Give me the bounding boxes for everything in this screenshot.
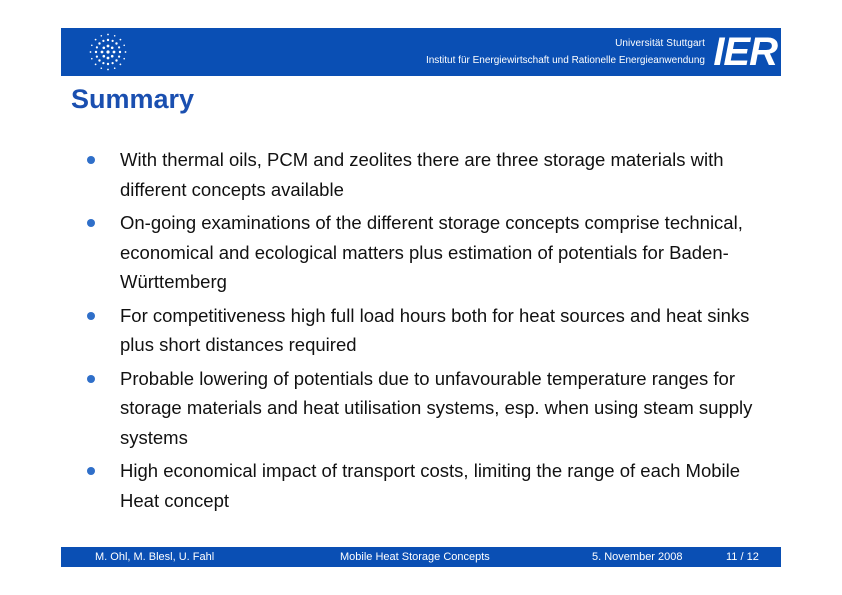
list-item [85, 301, 775, 360]
list-item-text: High economical impact of transport costs, limiting the range of each Mobile Heat concept [120, 460, 741, 511]
footer-title: Mobile Heat Storage Concepts [340, 551, 490, 563]
header-bar [61, 28, 781, 76]
list-item [85, 456, 775, 515]
list-item [85, 208, 775, 297]
ier-logo: IER [713, 30, 777, 74]
institute-name: Institut für Energiewirtschaft und Rationelle Energieanwendung [425, 55, 705, 66]
footer-authors: M. Ohl, M. Blesl, U. Fahl [95, 551, 215, 563]
list-item [85, 364, 775, 453]
list-item-text: For competitiveness high full load hours both for heat sources and heat sinks plus short distances required [120, 304, 750, 355]
bullet-icon [87, 156, 95, 164]
bullet-icon [87, 219, 95, 227]
bullet-icon [87, 467, 95, 475]
page-title: Summary [71, 84, 195, 114]
list-item [85, 145, 775, 204]
list-item-text: Probable lowering of potentials due to unfavourable temperature ranges for storage materials and heat utilisation systems, esp. when using steam supply systems [120, 367, 753, 448]
summary-list [85, 145, 775, 519]
page-number: 11 / 12 [726, 551, 759, 563]
list-item-text: With thermal oils, PCM and zeolites there are three storage materials with different concepts available [120, 149, 724, 200]
list-item-text: On-going examinations of the different storage concepts comprise technical, economical and ecological matters plus estimation of potentials for Baden-Württemberg [120, 212, 743, 292]
university-name: Universität Stuttgart [615, 38, 705, 49]
bullet-icon [87, 312, 95, 320]
footer-date: 5. November 2008 [592, 551, 683, 563]
bullet-icon [87, 375, 95, 383]
university-seal-icon [87, 31, 129, 73]
footer-bar [61, 547, 781, 567]
